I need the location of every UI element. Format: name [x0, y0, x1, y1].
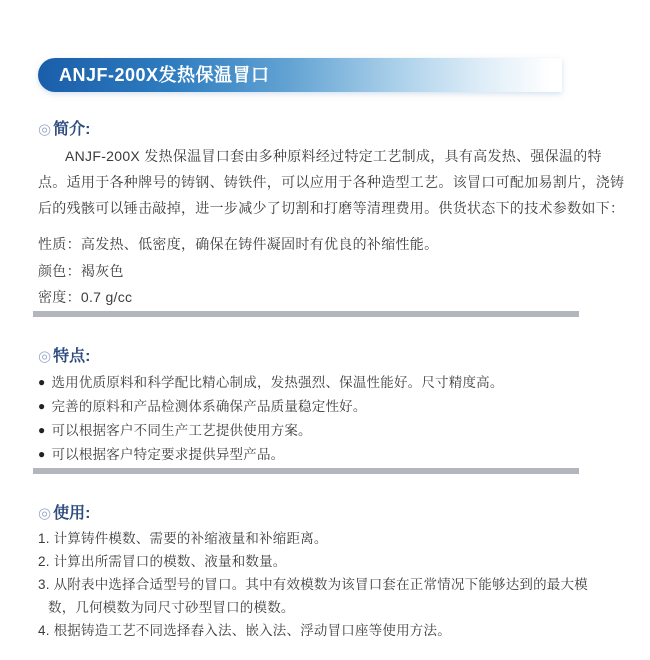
- property-color: 颜色：褐灰色: [38, 262, 124, 279]
- bullet-icon: ●: [38, 375, 46, 389]
- double-circle-icon: ◎: [38, 121, 52, 138]
- usage-list: [38, 527, 628, 642]
- intro-paragraph-line: 后的残骸可以锤击敲掉，进一步减少了切割和打磨等清理费用。供货状态下的技术参数如下：: [38, 200, 625, 216]
- feature-item: [38, 443, 628, 467]
- intro-paragraph: [38, 143, 625, 221]
- feature-item: [38, 395, 628, 419]
- feature-item-text: 可以根据客户特定要求提供异型产品。: [51, 447, 285, 462]
- product-title: ANJF-200X发热保温冒口: [59, 65, 270, 85]
- intro-heading-label: 简介:: [53, 121, 91, 138]
- usage-step: 1. 计算铸件模数、需要的补缩液量和补缩距离。: [38, 531, 328, 546]
- features-list: [38, 371, 628, 467]
- property-nature: 性质：高发热、低密度，确保在铸件凝固时有优良的补缩性能。: [38, 236, 439, 252]
- feature-item-text: 完善的原料和产品检测体系确保产品质量稳定性好。: [51, 399, 367, 414]
- usage-heading: [38, 500, 90, 523]
- usage-heading-label: 使用:: [53, 505, 91, 522]
- property-density: 密度：0.7 g/cc: [38, 289, 133, 305]
- double-circle-icon: ◎: [38, 348, 52, 365]
- feature-item-text: 选用优质原料和科学配比精心制成，发热强烈、保温性能好。尺寸精度高。: [51, 375, 504, 390]
- usage-step-continuation: 数，几何模数为同尺寸砂型冒口的模数。: [48, 600, 295, 615]
- feature-item-text: 可以根据客户不同生产工艺提供使用方案。: [51, 423, 312, 438]
- feature-item: [38, 371, 628, 395]
- bullet-icon: ●: [38, 423, 46, 437]
- intro-paragraph-line: ANJF-200X 发热保温冒口套由多种原料经过特定工艺制成，具有高发热、强保温的特: [65, 148, 602, 164]
- intro-paragraph-line: 点。适用于各种牌号的铸钢、铸铁件，可以应用于各种造型工艺。该冒口可配加易割片，浇铸: [38, 174, 625, 190]
- usage-step: 2. 计算出所需冒口的模数、液量和数量。: [38, 554, 287, 569]
- feature-item: [38, 419, 628, 443]
- features-heading-label: 特点:: [53, 348, 91, 365]
- bullet-icon: ●: [38, 447, 46, 461]
- features-heading: [38, 343, 90, 366]
- section-separator: [33, 311, 579, 317]
- double-circle-icon: ◎: [38, 505, 52, 522]
- intro-heading: [38, 116, 90, 139]
- intro-properties: [38, 231, 618, 311]
- usage-step: 4. 根据铸造工艺不同选择舂入法、嵌入法、浮动冒口座等使用方法。: [38, 623, 451, 638]
- bullet-icon: ●: [38, 399, 46, 413]
- usage-step: 3. 从附表中选择合适型号的冒口。其中有效模数为该冒口套在正常情况下能够达到的最大模: [38, 577, 588, 592]
- product-title-bar: [38, 58, 562, 92]
- section-separator: [33, 468, 579, 474]
